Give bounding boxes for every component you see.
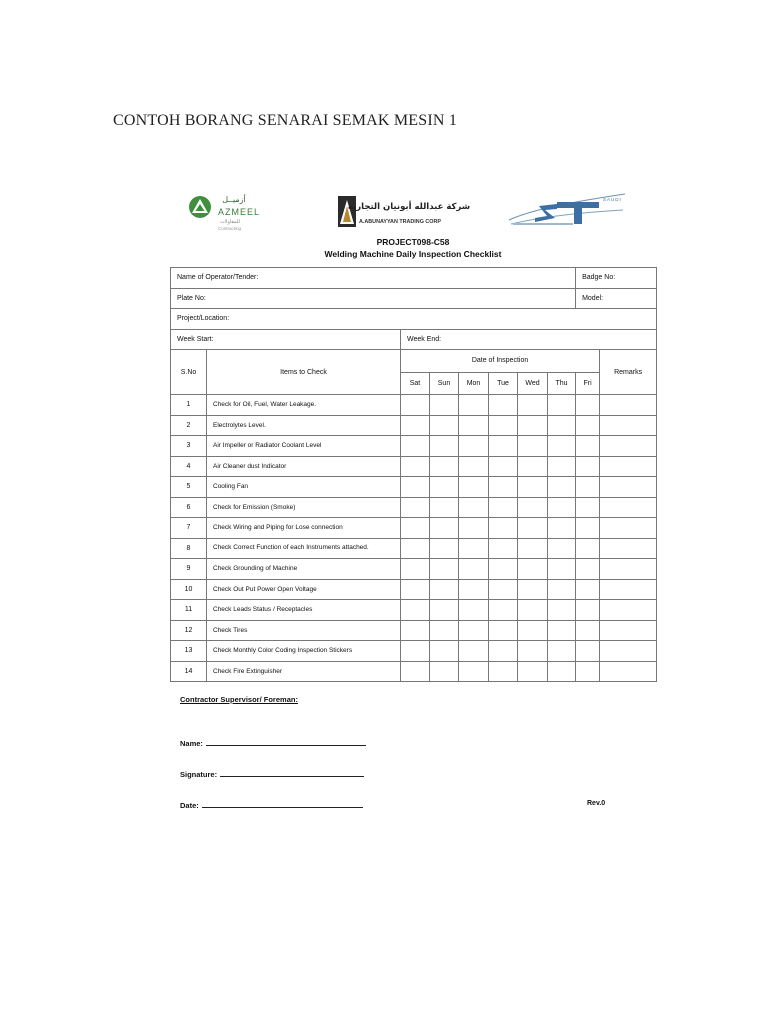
check-cell-mon[interactable]: [459, 579, 489, 600]
day-header-sun: Sun: [430, 372, 459, 395]
check-cell-mon[interactable]: [459, 538, 489, 559]
remarks-cell[interactable]: [600, 477, 657, 498]
check-cell-sat[interactable]: [401, 518, 430, 539]
check-cell-sat[interactable]: [401, 579, 430, 600]
revision-label: Rev.0: [587, 800, 606, 807]
plate-row: [171, 288, 657, 309]
item-description: Check Tires: [207, 620, 401, 641]
remarks-cell[interactable]: [600, 559, 657, 580]
date-of-inspection-header: Date of Inspection: [401, 350, 600, 373]
badge-field[interactable]: Badge No:: [576, 268, 657, 289]
check-cell-sun[interactable]: [430, 600, 459, 621]
check-cell-wed[interactable]: [518, 620, 548, 641]
abunayyan-logo-name: A.ABUNAYYAN TRADING CORP: [359, 219, 441, 225]
check-cell-fri[interactable]: [576, 600, 600, 621]
table-row: [171, 436, 657, 457]
client-logo: [505, 190, 627, 232]
check-cell-mon[interactable]: [459, 600, 489, 621]
table-row: [171, 641, 657, 662]
check-cell-mon[interactable]: [459, 641, 489, 662]
item-number: 8: [171, 538, 207, 559]
check-cell-thu[interactable]: [548, 477, 576, 498]
check-cell-fri[interactable]: [576, 661, 600, 682]
check-cell-mon[interactable]: [459, 456, 489, 477]
check-cell-fri[interactable]: [576, 559, 600, 580]
check-cell-sat[interactable]: [401, 436, 430, 457]
check-cell-wed[interactable]: [518, 436, 548, 457]
check-cell-sun[interactable]: [430, 415, 459, 436]
week-end-field[interactable]: Week End:: [401, 329, 657, 350]
table-row: [171, 477, 657, 498]
date-blank[interactable]: [202, 799, 363, 808]
check-cell-fri[interactable]: [576, 538, 600, 559]
check-cell-mon[interactable]: [459, 395, 489, 416]
operator-row: [171, 268, 657, 289]
remarks-cell[interactable]: [600, 415, 657, 436]
remarks-cell[interactable]: [600, 436, 657, 457]
table-row: [171, 538, 657, 559]
check-cell-thu[interactable]: [548, 559, 576, 580]
remarks-cell[interactable]: [600, 620, 657, 641]
day-header-sat: Sat: [401, 372, 430, 395]
page-heading: CONTOH BORANG SENARAI SEMAK MESIN 1: [113, 112, 458, 129]
name-label: Name:: [180, 739, 203, 748]
item-description: Check for Oil, Fuel, Water Leakage.: [207, 395, 401, 416]
item-description: Check Fire Extinguisher: [207, 661, 401, 682]
check-cell-thu[interactable]: [548, 436, 576, 457]
check-cell-tue[interactable]: [489, 641, 518, 662]
check-cell-thu[interactable]: [548, 538, 576, 559]
check-cell-fri[interactable]: [576, 497, 600, 518]
check-cell-wed[interactable]: [518, 456, 548, 477]
check-cell-thu[interactable]: [548, 579, 576, 600]
item-description: Check Wiring and Piping for Lose connection: [207, 518, 401, 539]
check-cell-fri[interactable]: [576, 518, 600, 539]
abunayyan-logo: [337, 194, 471, 230]
items-header: Items to Check: [207, 350, 401, 395]
check-cell-sat[interactable]: [401, 415, 430, 436]
item-number: 2: [171, 415, 207, 436]
check-cell-wed[interactable]: [518, 559, 548, 580]
check-cell-sat[interactable]: [401, 456, 430, 477]
remarks-cell[interactable]: [600, 456, 657, 477]
item-number: 5: [171, 477, 207, 498]
checklist-title: Welding Machine Daily Inspection Checklist: [324, 249, 502, 259]
check-cell-tue[interactable]: [489, 579, 518, 600]
check-cell-tue[interactable]: [489, 395, 518, 416]
check-cell-tue[interactable]: [489, 456, 518, 477]
table-header-row-1: [171, 350, 657, 373]
check-cell-tue[interactable]: [489, 477, 518, 498]
table-row: [171, 497, 657, 518]
remarks-cell[interactable]: [600, 579, 657, 600]
item-number: 14: [171, 661, 207, 682]
check-cell-tue[interactable]: [489, 600, 518, 621]
azmeel-logo-sub-ar: للمقاولات: [219, 219, 241, 225]
signature-blank[interactable]: [220, 768, 364, 777]
item-number: 3: [171, 436, 207, 457]
check-cell-sun[interactable]: [430, 497, 459, 518]
check-cell-thu[interactable]: [548, 456, 576, 477]
check-cell-sun[interactable]: [430, 518, 459, 539]
check-cell-mon[interactable]: [459, 661, 489, 682]
check-cell-wed[interactable]: [518, 538, 548, 559]
check-cell-fri[interactable]: [576, 456, 600, 477]
item-description: Check for Emission (Smoke): [207, 497, 401, 518]
check-cell-tue[interactable]: [489, 518, 518, 539]
day-header-fri: Fri: [576, 372, 600, 395]
check-cell-sun[interactable]: [430, 538, 459, 559]
check-cell-sat[interactable]: [401, 661, 430, 682]
check-cell-wed[interactable]: [518, 600, 548, 621]
name-blank[interactable]: [206, 737, 366, 746]
plate-field[interactable]: Plate No:: [171, 288, 576, 309]
check-cell-sat[interactable]: [401, 641, 430, 662]
remarks-cell[interactable]: [600, 497, 657, 518]
check-cell-sat[interactable]: [401, 600, 430, 621]
checklist-items: [171, 395, 657, 682]
check-cell-mon[interactable]: [459, 477, 489, 498]
check-cell-sat[interactable]: [401, 620, 430, 641]
check-cell-tue[interactable]: [489, 436, 518, 457]
azmeel-logo-ar: أزميــل: [222, 195, 246, 204]
check-cell-fri[interactable]: [576, 579, 600, 600]
item-description: Air Impeller or Radiator Coolant Level: [207, 436, 401, 457]
date-label: Date:: [180, 801, 199, 810]
check-cell-wed[interactable]: [518, 415, 548, 436]
week-row: [171, 329, 657, 350]
item-number: 12: [171, 620, 207, 641]
table-row: [171, 395, 657, 416]
check-cell-sun[interactable]: [430, 620, 459, 641]
item-number: 7: [171, 518, 207, 539]
check-cell-fri[interactable]: [576, 477, 600, 498]
item-description: Check Monthly Color Coding Inspection Stickers: [207, 641, 401, 662]
check-cell-mon[interactable]: [459, 518, 489, 539]
check-cell-wed[interactable]: [518, 579, 548, 600]
azmeel-logo-name: AZMEEL: [218, 207, 261, 217]
item-description: Check Out Put Power Open Voltage: [207, 579, 401, 600]
abunayyan-logo-ar: شركة عبدالله أبونيان التجارية: [347, 202, 471, 212]
check-cell-tue[interactable]: [489, 559, 518, 580]
check-cell-wed[interactable]: [518, 477, 548, 498]
item-description: Check Leads Status / Receptacles: [207, 600, 401, 621]
remarks-cell[interactable]: [600, 538, 657, 559]
check-cell-mon[interactable]: [459, 620, 489, 641]
check-cell-fri[interactable]: [576, 395, 600, 416]
item-number: 9: [171, 559, 207, 580]
item-description: Check Correct Function of each Instruments attached.: [207, 538, 401, 559]
check-cell-tue[interactable]: [489, 661, 518, 682]
check-cell-thu[interactable]: [548, 395, 576, 416]
client-logo-name: SAUDI: [603, 197, 622, 202]
check-cell-thu[interactable]: [548, 415, 576, 436]
item-number: 11: [171, 600, 207, 621]
check-cell-thu[interactable]: [548, 661, 576, 682]
check-cell-sat[interactable]: [401, 538, 430, 559]
remarks-cell[interactable]: [600, 395, 657, 416]
check-cell-mon[interactable]: [459, 559, 489, 580]
day-header-tue: Tue: [489, 372, 518, 395]
table-row: [171, 559, 657, 580]
document-titles: [170, 236, 656, 260]
check-cell-sun[interactable]: [430, 579, 459, 600]
check-cell-fri[interactable]: [576, 436, 600, 457]
check-cell-tue[interactable]: [489, 415, 518, 436]
supervisor-label: Contractor Supervisor/ Foreman:: [180, 695, 298, 704]
check-cell-sun[interactable]: [430, 436, 459, 457]
check-cell-fri[interactable]: [576, 415, 600, 436]
remarks-cell[interactable]: [600, 661, 657, 682]
item-description: Air Cleaner dust Indicator: [207, 456, 401, 477]
check-cell-tue[interactable]: [489, 538, 518, 559]
check-cell-sat[interactable]: [401, 395, 430, 416]
operator-field[interactable]: Name of Operator/Tender:: [171, 268, 576, 289]
check-cell-thu[interactable]: [548, 641, 576, 662]
remarks-cell[interactable]: [600, 641, 657, 662]
check-cell-sun[interactable]: [430, 395, 459, 416]
signature-label: Signature:: [180, 770, 218, 779]
check-cell-sun[interactable]: [430, 641, 459, 662]
check-cell-wed[interactable]: [518, 395, 548, 416]
item-number: 4: [171, 456, 207, 477]
item-description: Cooling Fan: [207, 477, 401, 498]
day-header-thu: Thu: [548, 372, 576, 395]
check-cell-thu[interactable]: [548, 600, 576, 621]
check-cell-sun[interactable]: [430, 456, 459, 477]
check-cell-wed[interactable]: [518, 497, 548, 518]
check-cell-fri[interactable]: [576, 641, 600, 662]
azmeel-logo-sub: Contracting: [218, 226, 242, 231]
table-row: [171, 661, 657, 682]
table-row: [171, 579, 657, 600]
table-row: [171, 600, 657, 621]
item-description: Check Grounding of Machine: [207, 559, 401, 580]
remarks-cell[interactable]: [600, 518, 657, 539]
check-cell-wed[interactable]: [518, 518, 548, 539]
week-start-field[interactable]: Week Start:: [171, 329, 401, 350]
check-cell-mon[interactable]: [459, 436, 489, 457]
check-cell-thu[interactable]: [548, 518, 576, 539]
day-header-mon: Mon: [459, 372, 489, 395]
check-cell-tue[interactable]: [489, 497, 518, 518]
inspection-checklist-table: [170, 267, 657, 682]
check-cell-wed[interactable]: [518, 661, 548, 682]
check-cell-thu[interactable]: [548, 497, 576, 518]
check-cell-sun[interactable]: [430, 559, 459, 580]
check-cell-thu[interactable]: [548, 620, 576, 641]
check-cell-sat[interactable]: [401, 477, 430, 498]
item-description: Electrolytes Level.: [207, 415, 401, 436]
check-cell-fri[interactable]: [576, 620, 600, 641]
signature-line[interactable]: [180, 768, 364, 779]
project-code: PROJECT098-C58: [376, 237, 450, 247]
remarks-cell[interactable]: [600, 600, 657, 621]
azmeel-logo: [186, 191, 286, 233]
item-number: 10: [171, 579, 207, 600]
name-line[interactable]: [180, 737, 366, 748]
check-cell-sat[interactable]: [401, 497, 430, 518]
item-number: 6: [171, 497, 207, 518]
date-line[interactable]: [180, 799, 363, 810]
item-number: 1: [171, 395, 207, 416]
table-row: [171, 415, 657, 436]
project-row: [171, 309, 657, 330]
check-cell-wed[interactable]: [518, 641, 548, 662]
item-number: 13: [171, 641, 207, 662]
sno-header: S.No: [171, 350, 207, 395]
check-cell-sun[interactable]: [430, 477, 459, 498]
check-cell-mon[interactable]: [459, 415, 489, 436]
table-row: [171, 620, 657, 641]
remarks-header: Remarks: [600, 350, 657, 395]
check-cell-sat[interactable]: [401, 559, 430, 580]
project-location-field[interactable]: Project/Location:: [171, 309, 657, 330]
model-field[interactable]: Model:: [576, 288, 657, 309]
table-row: [171, 456, 657, 477]
day-header-wed: Wed: [518, 372, 548, 395]
check-cell-mon[interactable]: [459, 497, 489, 518]
check-cell-sun[interactable]: [430, 661, 459, 682]
check-cell-tue[interactable]: [489, 620, 518, 641]
table-row: [171, 518, 657, 539]
